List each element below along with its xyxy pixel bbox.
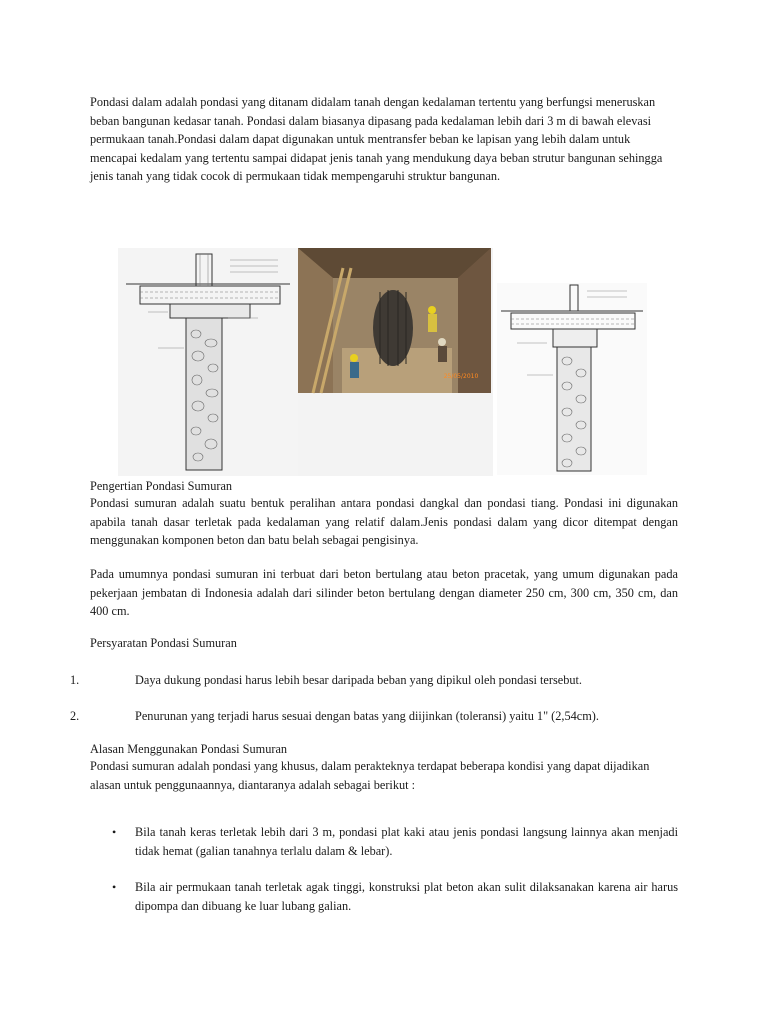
excavation-photo xyxy=(298,248,491,393)
list-item-text: Daya dukung pondasi harus lebih besar daripada beban yang dipikul oleh pondasi tersebut. xyxy=(135,673,583,687)
pengertian-paragraph-1: Pondasi sumuran adalah suatu bentuk peralihan antara pondasi dangkal dan pondasi tiang. Pondasi ini digunakan apabila tanah dasar terletak pada kedalaman yang relatif dalam.Jenis pondasi dalam yang dicor ditempat dengan menggunakan komponen beton dan batu belah sebagai pengisinya. xyxy=(90,496,678,548)
section-heading-alasan: Alasan Menggunakan Pondasi Sumuran xyxy=(90,742,288,756)
section-heading-persyaratan: Persyaratan Pondasi Sumuran xyxy=(90,636,237,650)
bullet-icon: • xyxy=(112,880,117,894)
intro-paragraph: Pondasi dalam adalah pondasi yang ditanam didalam tanah dengan kedalaman tertentu yang berfungsi meneruskan beban bangunan kedasar tanah. Pondasi dalam biasanya dipasang pada kedalaman lebih dari 3 m di bawah elevasi permukaan tanah.Pondasi dalam dapat digunakan untuk mentransfer beban ke lapisan yang lebih dalam untuk mencapai kedalam yang tertentu sampai didapat jenis tanah yang mendukung daya beban strutur bangunan sehingga jenis tanah yang tidak cocok di permukaan tidak mempengaruhi struktur bangunan. xyxy=(90,95,663,184)
foundation-section-drawing xyxy=(118,248,493,476)
bullet-icon: • xyxy=(112,825,117,839)
section-heading-pengertian: Pengertian Pondasi Sumuran xyxy=(90,479,233,493)
list-number: 2. xyxy=(70,709,80,723)
list-number: 1. xyxy=(70,673,80,687)
bullet-item-text: Bila air permukaan tanah terletak agak tinggi, konstruksi plat beton akan sulit dilaksanakan karena air harus dipompa dan dibuang ke luar lubang galian. xyxy=(135,880,678,913)
foundation-section-drawing-2 xyxy=(497,283,647,475)
pengertian-paragraph-2: Pada umumnya pondasi sumuran ini terbuat dari beton bertulang atau beton pracetak, yang umum digunakan pada pekerjaan jembatan di Indonesia adalah dari silinder beton bertulang dengan diameter 250 cm, 300 cm, 350 cm, dan 400 cm. xyxy=(90,567,678,619)
foundation-figure xyxy=(118,248,493,476)
alasan-paragraph: Pondasi sumuran adalah pondasi yang khusus, dalam perakteknya terdapat beberapa kondisi yang dapat dijadikan alasan untuk penggunaannya, diantaranya adalah sebagai berikut : xyxy=(90,759,650,792)
photo-timestamp: 25/05/2010 xyxy=(443,373,479,380)
bullet-item-text: Bila tanah keras terletak lebih dari 3 m, pondasi plat kaki atau jenis pondasi langsung lainnya akan menjadi tidak hemat (galian tanahnya terlalu dalam & lebar). xyxy=(135,825,678,858)
list-item-text: Penurunan yang terjadi harus sesuai dengan batas yang diijinkan (toleransi) yaitu 1" (2,54cm). xyxy=(135,709,599,723)
